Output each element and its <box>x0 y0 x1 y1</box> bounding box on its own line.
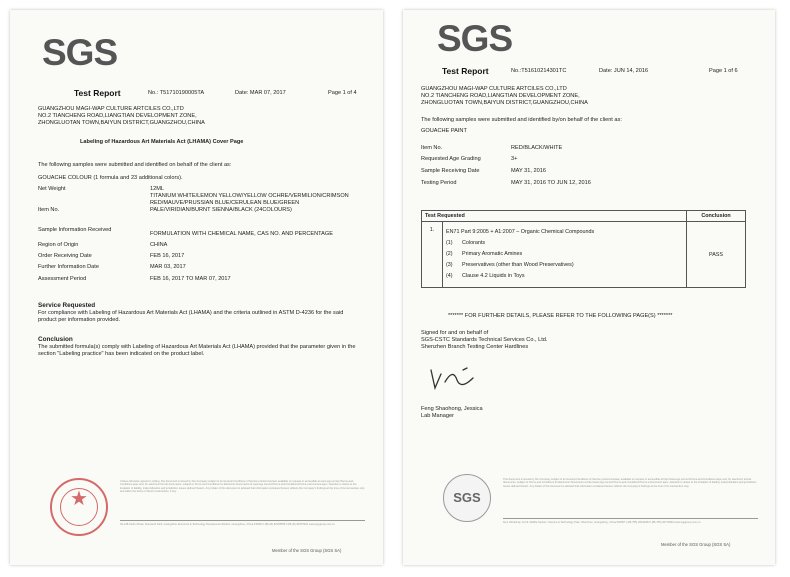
info-value: 12ML <box>150 186 164 192</box>
info-value: MAR 03, 2017 <box>150 264 186 270</box>
terms-fine-print: Unless otherwise agreed in writing, this document is issued by the Company subject to its General Conditions of Service printed overleaf, available on request or accessible at www.sgs.com/en/Terms-and-Conditions.aspx and, for electronic format documents, subject to Terms and Conditions for Electronic Documents at www.sgs.com/en/Terms-and-Conditions/Terms-e-Document.aspx. Attention is drawn to the limitation of liability, indemnification and jurisdiction issues defined therein. Any holder of this document is advised that information contained hereon reflects the Company's findings at the time of its intervention only and within the limits of Client's instructions, if any. <box>120 480 365 494</box>
report-title: Test Report <box>442 66 489 76</box>
report-number: No.: T51710190005TA <box>148 90 205 96</box>
client-address-line: NO.2 TIANCHENG ROAD,LIANGTIAN DEVELOPMENT ZONE, <box>38 113 197 119</box>
product-name: GOUACHE PAINT <box>421 128 467 134</box>
terms-fine-print: This document is issued by the Company subject to its General Conditions of Service printed overleaf, available on request or accessible at http://www.sgs.com/en/Terms-and-Conditions.aspx and, for electronic format documents, subject to Terms and Conditions for Electronic Documents at http://www.sgs.com/en/Terms-and-Conditions/Terms-e-Document.aspx. Attention is drawn to the limitation of liability, indemnification and jurisdiction issues defined therein. Any holder of this document is advised that information contained hereon reflects the Company's findings at the time of its intervention only. <box>503 478 757 488</box>
signed-line: SGS-CSTC Standards Technical Services Co., Ltd. <box>421 337 548 343</box>
page-number: Page 1 of 4 <box>328 90 357 96</box>
sub-item-text: Colorants <box>462 240 486 246</box>
info-value: FORMULATION WITH CHEMICAL NAME, CAS NO. AND PERCENTAGE <box>150 231 333 237</box>
signer-title: Lab Manager <box>421 413 454 419</box>
further-details-note: ******* FOR FURTHER DETAILS, PLEASE REFER TO THE FOLLOWING PAGE(S) ******* <box>448 313 673 319</box>
divider <box>120 520 365 521</box>
test-report-page-right <box>403 10 775 565</box>
intro-text: The following samples were submitted and identified by/on behalf of the client as: <box>421 117 622 123</box>
report-number: No.:T51610214301TC <box>511 68 567 74</box>
signature-icon <box>423 360 483 396</box>
report-date: Date: JUN 14, 2016 <box>599 68 649 74</box>
client-address-line: NO.2 TIANCHENG ROAD,LIANGTIAN DEVELOPMENT ZONE, <box>421 93 580 99</box>
sub-item-number: (3) <box>446 262 453 268</box>
info-label: Region of Origin <box>38 242 79 248</box>
address-fine-print: No.1 Workshop, M-10, Middle Section, Science & Technology Park, Shenzhen, Guangdong, China 518057 t (86-755) 26012053 f (86-755) 26710594 www.sgsgroup.com.cn <box>503 521 701 524</box>
info-label: Requested Age Grading <box>421 156 481 162</box>
client-address-line: ZHONGLUOTAN TOWN,BAIYUN DISTRICT,GUANGZHOU,CHINA <box>38 120 205 126</box>
client-address-line: GUANGZHOU MAGI-WAP CULTURE ARTCILES CO.,LTD <box>421 86 567 92</box>
sub-item-number: (4) <box>446 273 453 279</box>
client-address-line: GUANGZHOU MAGI-WAP CULTURE ARTCILES CO.,LTD <box>38 106 184 112</box>
info-value: FEB 16, 2017 <box>150 253 185 259</box>
signed-line: Shenzhen Branch Testing Center Hardlines <box>421 344 529 350</box>
service-text: For compliance with Labeling of Hazardous Art Materials Act (LHAMA) and the criteria outlined in ASTM D-4236 for the said product per information provided. <box>38 310 344 323</box>
stamp-logo-text: SGS <box>453 490 481 505</box>
test-requested-table <box>421 210 746 288</box>
sub-item-text: Clause 4.2 Liquids in Toys <box>462 273 525 279</box>
sub-item-text: Preservatives (other than Wood Preservatives) <box>462 262 574 268</box>
table-row <box>422 222 746 288</box>
cover-page-title: Labeling of Hazardous Art Materials Act (LHAMA) Cover Page <box>80 139 244 145</box>
info-value: 3+ <box>511 156 518 162</box>
info-label: Net Weight <box>38 186 66 192</box>
info-label: Testing Period <box>421 180 457 186</box>
product-name: GOUACHE COLOUR (1 formula and 23 additional colors). <box>38 175 183 181</box>
info-label: Item No. <box>421 145 443 151</box>
member-text: Member of the SGS Group (SGS SA) <box>272 548 342 553</box>
row-number: 1. <box>422 222 443 288</box>
info-value: MAY 31, 2016 <box>511 168 546 174</box>
signer-name: Feng Shaohong, Jessica <box>421 406 483 412</box>
info-label: Order Receiving Date <box>38 253 92 259</box>
test-item-main: EN71 Part 9:2005 + A1:2007 – Organic Chemical Compounds <box>446 229 595 235</box>
info-label: Item No. <box>38 207 60 213</box>
table-header: Conclusion <box>687 211 746 222</box>
sgs-logo: SGS <box>42 32 118 73</box>
test-report-page-left <box>10 10 383 565</box>
signed-line: Signed for and on behalf of <box>421 330 489 336</box>
intro-text: The following samples were submitted and identified on behalf of the client as: <box>38 162 232 168</box>
conclusion-pass: PASS <box>687 222 746 288</box>
divider <box>503 518 758 519</box>
sub-item-number: (2) <box>446 251 453 257</box>
page-number: Page 1 of 6 <box>709 68 738 74</box>
member-text: Member of the SGS Group (SGS SA) <box>661 542 731 547</box>
red-star-seal-icon: ★ <box>50 478 108 536</box>
report-date: Date: MAR 07, 2017 <box>235 90 286 96</box>
address-fine-print: No.198 Kezhu Road, Scientech Park, Guangzhou Economic & Technology Development District, Guangzhou, China 510663 t (86-20) 82155555 f (86-20) 82075191 www.sgsgroup.com.cn <box>120 523 335 526</box>
info-label: Sample Information Received <box>38 227 112 233</box>
info-value: FEB 16, 2017 TO MAR 07, 2017 <box>150 276 231 282</box>
sub-item-number: (1) <box>446 240 453 246</box>
info-value: TITANIUM WHITE/LEMON YELLOW/YELLOW OCHRE/VERMILION/CRIMSON RED/MAUVE/PRUSSIAN BLUE/CERULEAN BLUE/GREEN PALE/VIRIDIAN/BURNT SIENNA/BLACK (24COLOURS) <box>150 193 349 213</box>
info-label: Further Information Date <box>38 264 99 270</box>
info-label: Assessment Period <box>38 276 87 282</box>
info-label: Sample Receiving Date <box>421 168 480 174</box>
conclusion-text: The submitted formula(s) comply with Labeling of Hazardous Art Materials Act (LHAMA) provided that the parameter given in the section "Labeling practice" has been indicated on the product label. <box>38 344 356 357</box>
sgs-round-stamp-icon <box>443 474 491 522</box>
conclusion-heading: Conclusion <box>38 336 73 343</box>
client-address-line: ZHONGLUOTAN TOWN,BAIYUN DISTRICT,GUANGZHOU,CHINA <box>421 100 588 106</box>
report-title: Test Report <box>74 88 121 98</box>
info-value: CHINA <box>150 242 168 248</box>
sgs-logo: SGS <box>437 18 513 59</box>
info-value: MAY 31, 2016 TO JUN 12, 2016 <box>511 180 591 186</box>
sub-item-text: Primary Aromatic Amines <box>462 251 523 257</box>
info-value: RED/BLACK/WHITE <box>511 145 563 151</box>
table-header: Test Requested <box>422 211 687 222</box>
service-heading: Service Requested <box>38 302 96 309</box>
